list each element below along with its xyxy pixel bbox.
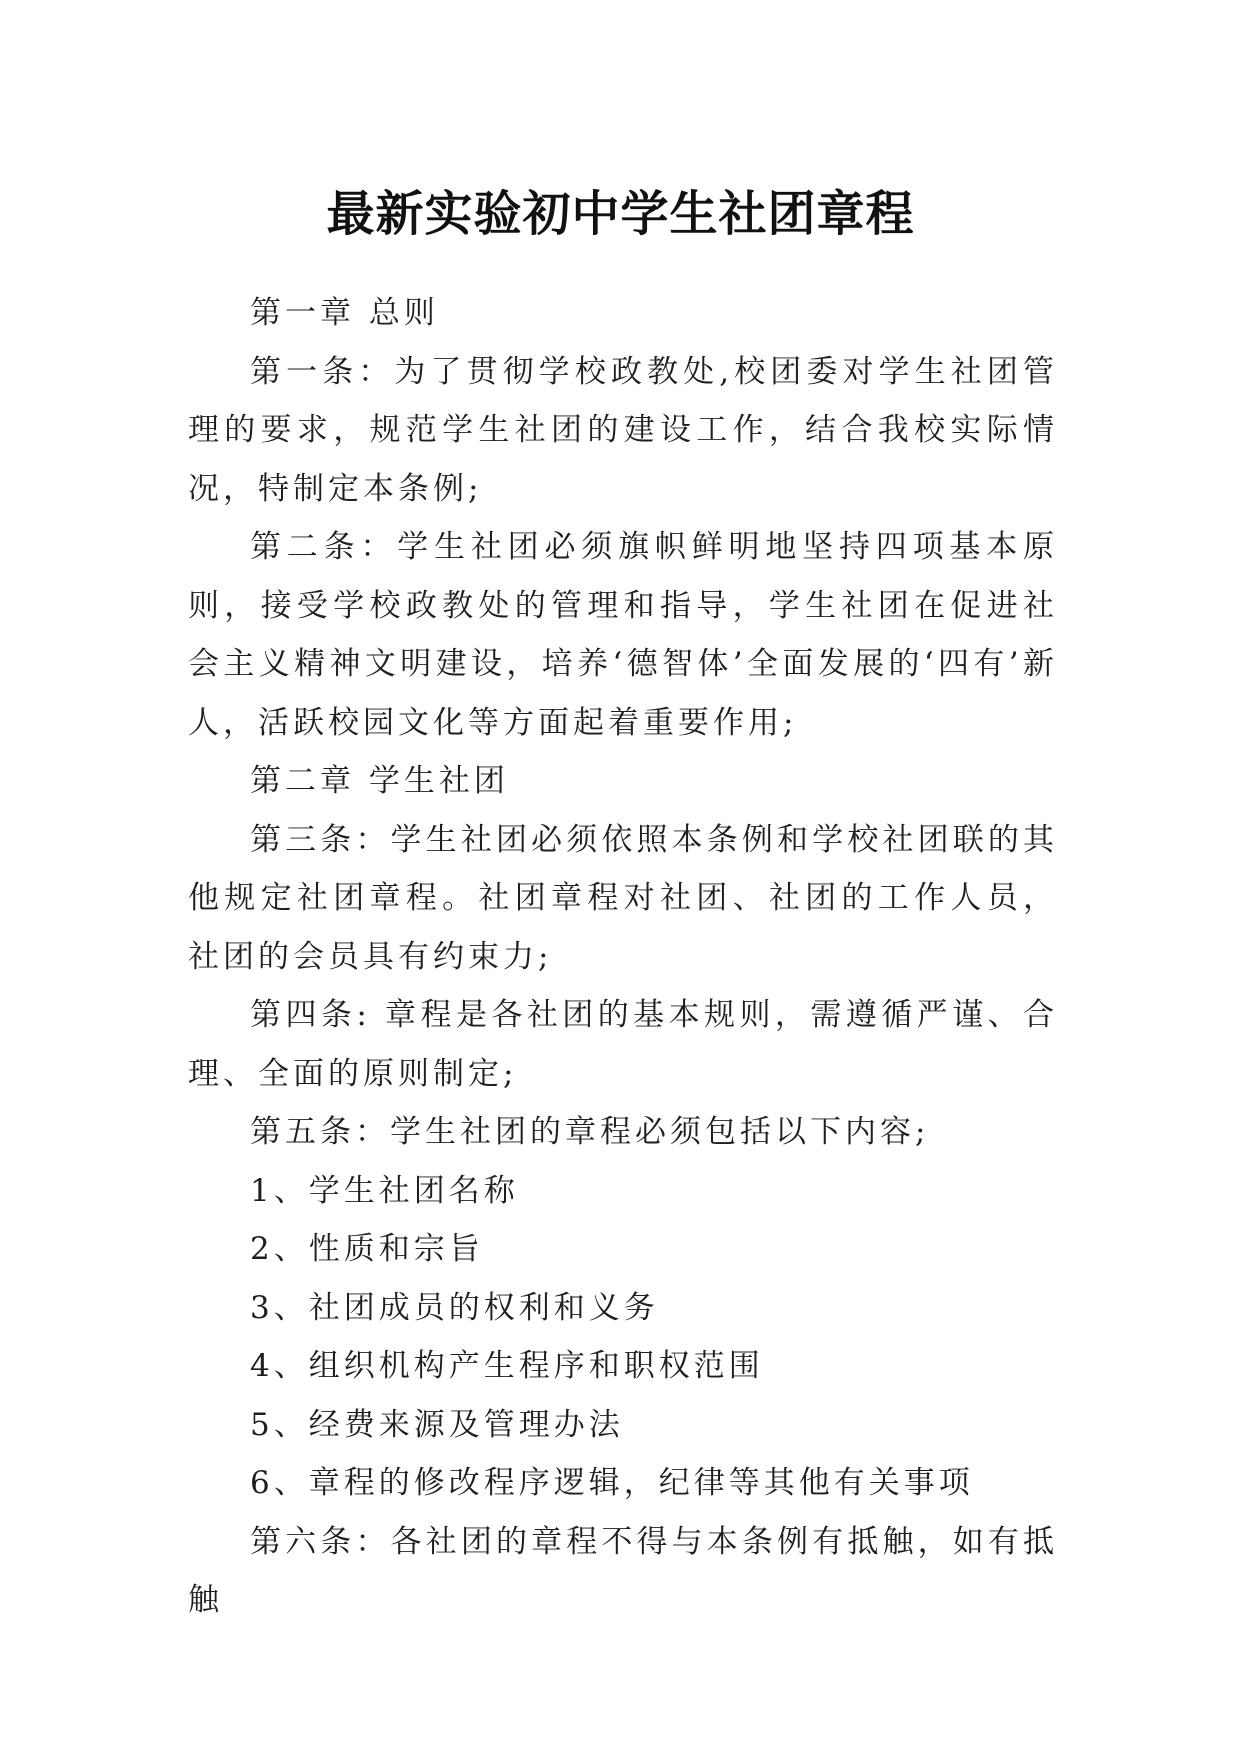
article-paragraph: 第六条：各社团的章程不得与本条例有抵触，如有抵触	[188, 1523, 1058, 1618]
document-body	[188, 284, 1058, 1630]
list-item: 2、性质和宗旨	[250, 1231, 484, 1267]
list-item: 1、学生社团名称	[250, 1172, 519, 1209]
list-item: 4、组织机构产生程序和职权范围	[250, 1348, 764, 1384]
list-item: 3、社团成员的权利和义务	[250, 1289, 659, 1326]
article-paragraph: 第四条: 章程是各社团的基本规则，需遵循严谨、合理、全面的原则制定;	[188, 997, 1058, 1092]
chapter-heading: 第一章 总则	[250, 295, 439, 331]
chapter-heading: 第二章 学生社团	[250, 763, 509, 799]
article-paragraph: 第五条：学生社团的章程必须包括以下内容;	[250, 1114, 930, 1150]
article-paragraph: 第二条：学生社团必须旗帜鲜明地坚持四项基本原则，接受学校政教处的管理和指导，学生社团在促进社会主义精神文明建设，培养‘德智体’全面发展的‘四有’新人，活跃校园文化等方面起着重要作用;	[188, 529, 1058, 741]
document-title: 最新实验初中学生社团章程	[326, 186, 915, 243]
article-paragraph: 第一条：为了贯彻学校政教处,校团委对学生社团管理的要求，规范学生社团的建设工作，结合我校实际情况，特制定本条例;	[188, 353, 1058, 507]
article-paragraph: 第三条：学生社团必须依照本条例和学校社团联的其他规定社团章程。社团章程对社团、社团的工作人员，社团的会员具有约束力;	[188, 821, 1058, 975]
list-item: 6、章程的修改程序逻辑，纪律等其他有关事项	[250, 1465, 974, 1501]
list-item: 5、经费来源及管理办法	[250, 1406, 624, 1443]
